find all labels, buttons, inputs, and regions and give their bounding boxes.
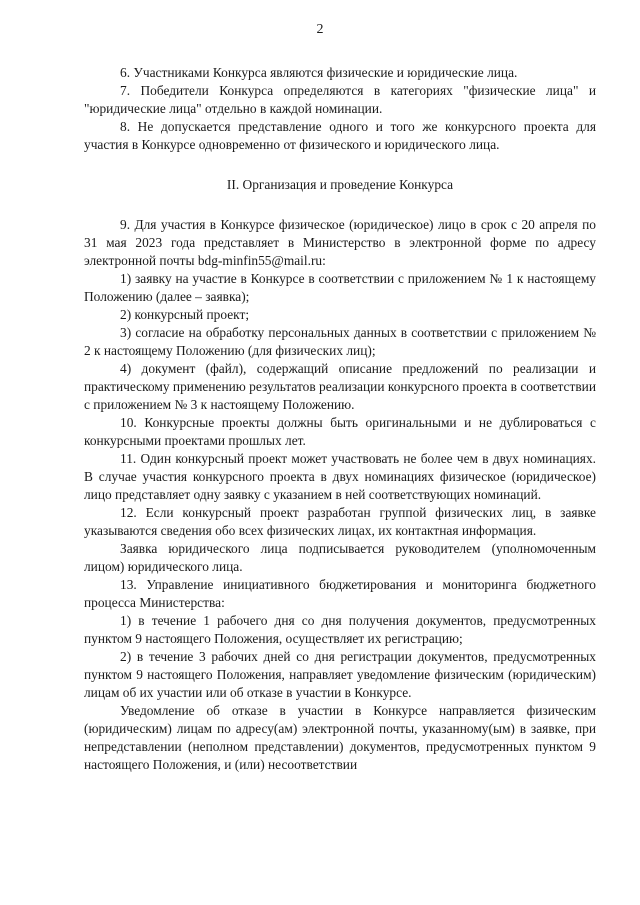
paragraph-13-notice: Уведомление об отказе в участии в Конкурсе направляется физическим (юридическим) лицам по адресу(ам) электронной почты, указанному(ым) в заявке, при непредставлении (неполном представлении) документов, предусмотренных пунктом 9 настоящего Положения, и (или) несоответствии (84, 703, 596, 772)
paragraph-9-item-1: 1) заявку на участие в Конкурсе в соответствии с приложением № 1 к настоящему Положению (далее – заявка); (84, 271, 596, 304)
paragraph-13-item-1: 1) в течение 1 рабочего дня со дня получения документов, предусмотренных пунктом 9 настоящего Положения, осуществляет их регистрацию; (84, 613, 596, 646)
section-heading: II. Организация и проведение Конкурса (226, 177, 454, 192)
paragraph-9-item-4: 4) документ (файл), содержащий описание предложений по реализации и практическому применению результатов реализации конкурсного проекта в соответствии с приложением № 3 к настоящему Положению. (84, 361, 596, 412)
paragraph-9-item-2: 2) конкурсный проект; (120, 307, 250, 322)
paragraph-7: 7. Победители Конкурса определяются в категориях "физические лица" и "юридические лица" отдельно в каждой номинации. (84, 83, 596, 116)
paragraph-13-item-2: 2) в течение 3 рабочих дней со дня регистрации документов, предусмотренных пунктом 9 настоящего Положения, направляет уведомление физическим (юридическим) лицам об их участии или об отказе в участии в Конкурсе. (84, 649, 596, 700)
paragraph-9-item-3: 3) согласие на обработку персональных данных в соответствии с приложением № 2 к настоящему Положению (для физических лиц); (84, 325, 596, 358)
paragraph-10: 10. Конкурсные проекты должны быть оригинальными и не дублироваться с конкурсными проектами прошлых лет. (84, 415, 596, 448)
paragraph-6: 6. Участниками Конкурса являются физические и юридические лица. (120, 65, 518, 80)
paragraph-12-signature: Заявка юридического лица подписывается руководителем (уполномоченным лицом) юридического лица. (84, 541, 596, 574)
document-body (84, 64, 596, 774)
section-intro (84, 64, 596, 154)
paragraph-13: 13. Управление инициативного бюджетирования и мониторинга бюджетного процесса Министерства: (84, 577, 596, 610)
paragraph-12: 12. Если конкурсный проект разработан группой физических лиц, в заявке указываются сведения обо всех физических лицах, их контактная информация. (84, 505, 596, 538)
paragraph-9: 9. Для участия в Конкурсе физическое (юридическое) лицо в срок с 20 апреля по 31 мая 2023 года представляет в Министерство в электронной форме по адресу электронной почты bdg-minfin55@mail.ru: (84, 217, 596, 268)
paragraph-8: 8. Не допускается представление одного и того же конкурсного проекта для участия в Конкурсе одновременно от физического и юридического лица. (84, 119, 596, 152)
section-organization (84, 216, 596, 774)
paragraph-11: 11. Один конкурсный проект может участвовать не более чем в двух номинациях. В случае участия конкурсного проекта в двух номинациях физическое (юридическое) лицо представляет одну заявку с указанием в ней соответствующих номинаций. (84, 451, 596, 502)
page-number: 2 (316, 22, 324, 37)
